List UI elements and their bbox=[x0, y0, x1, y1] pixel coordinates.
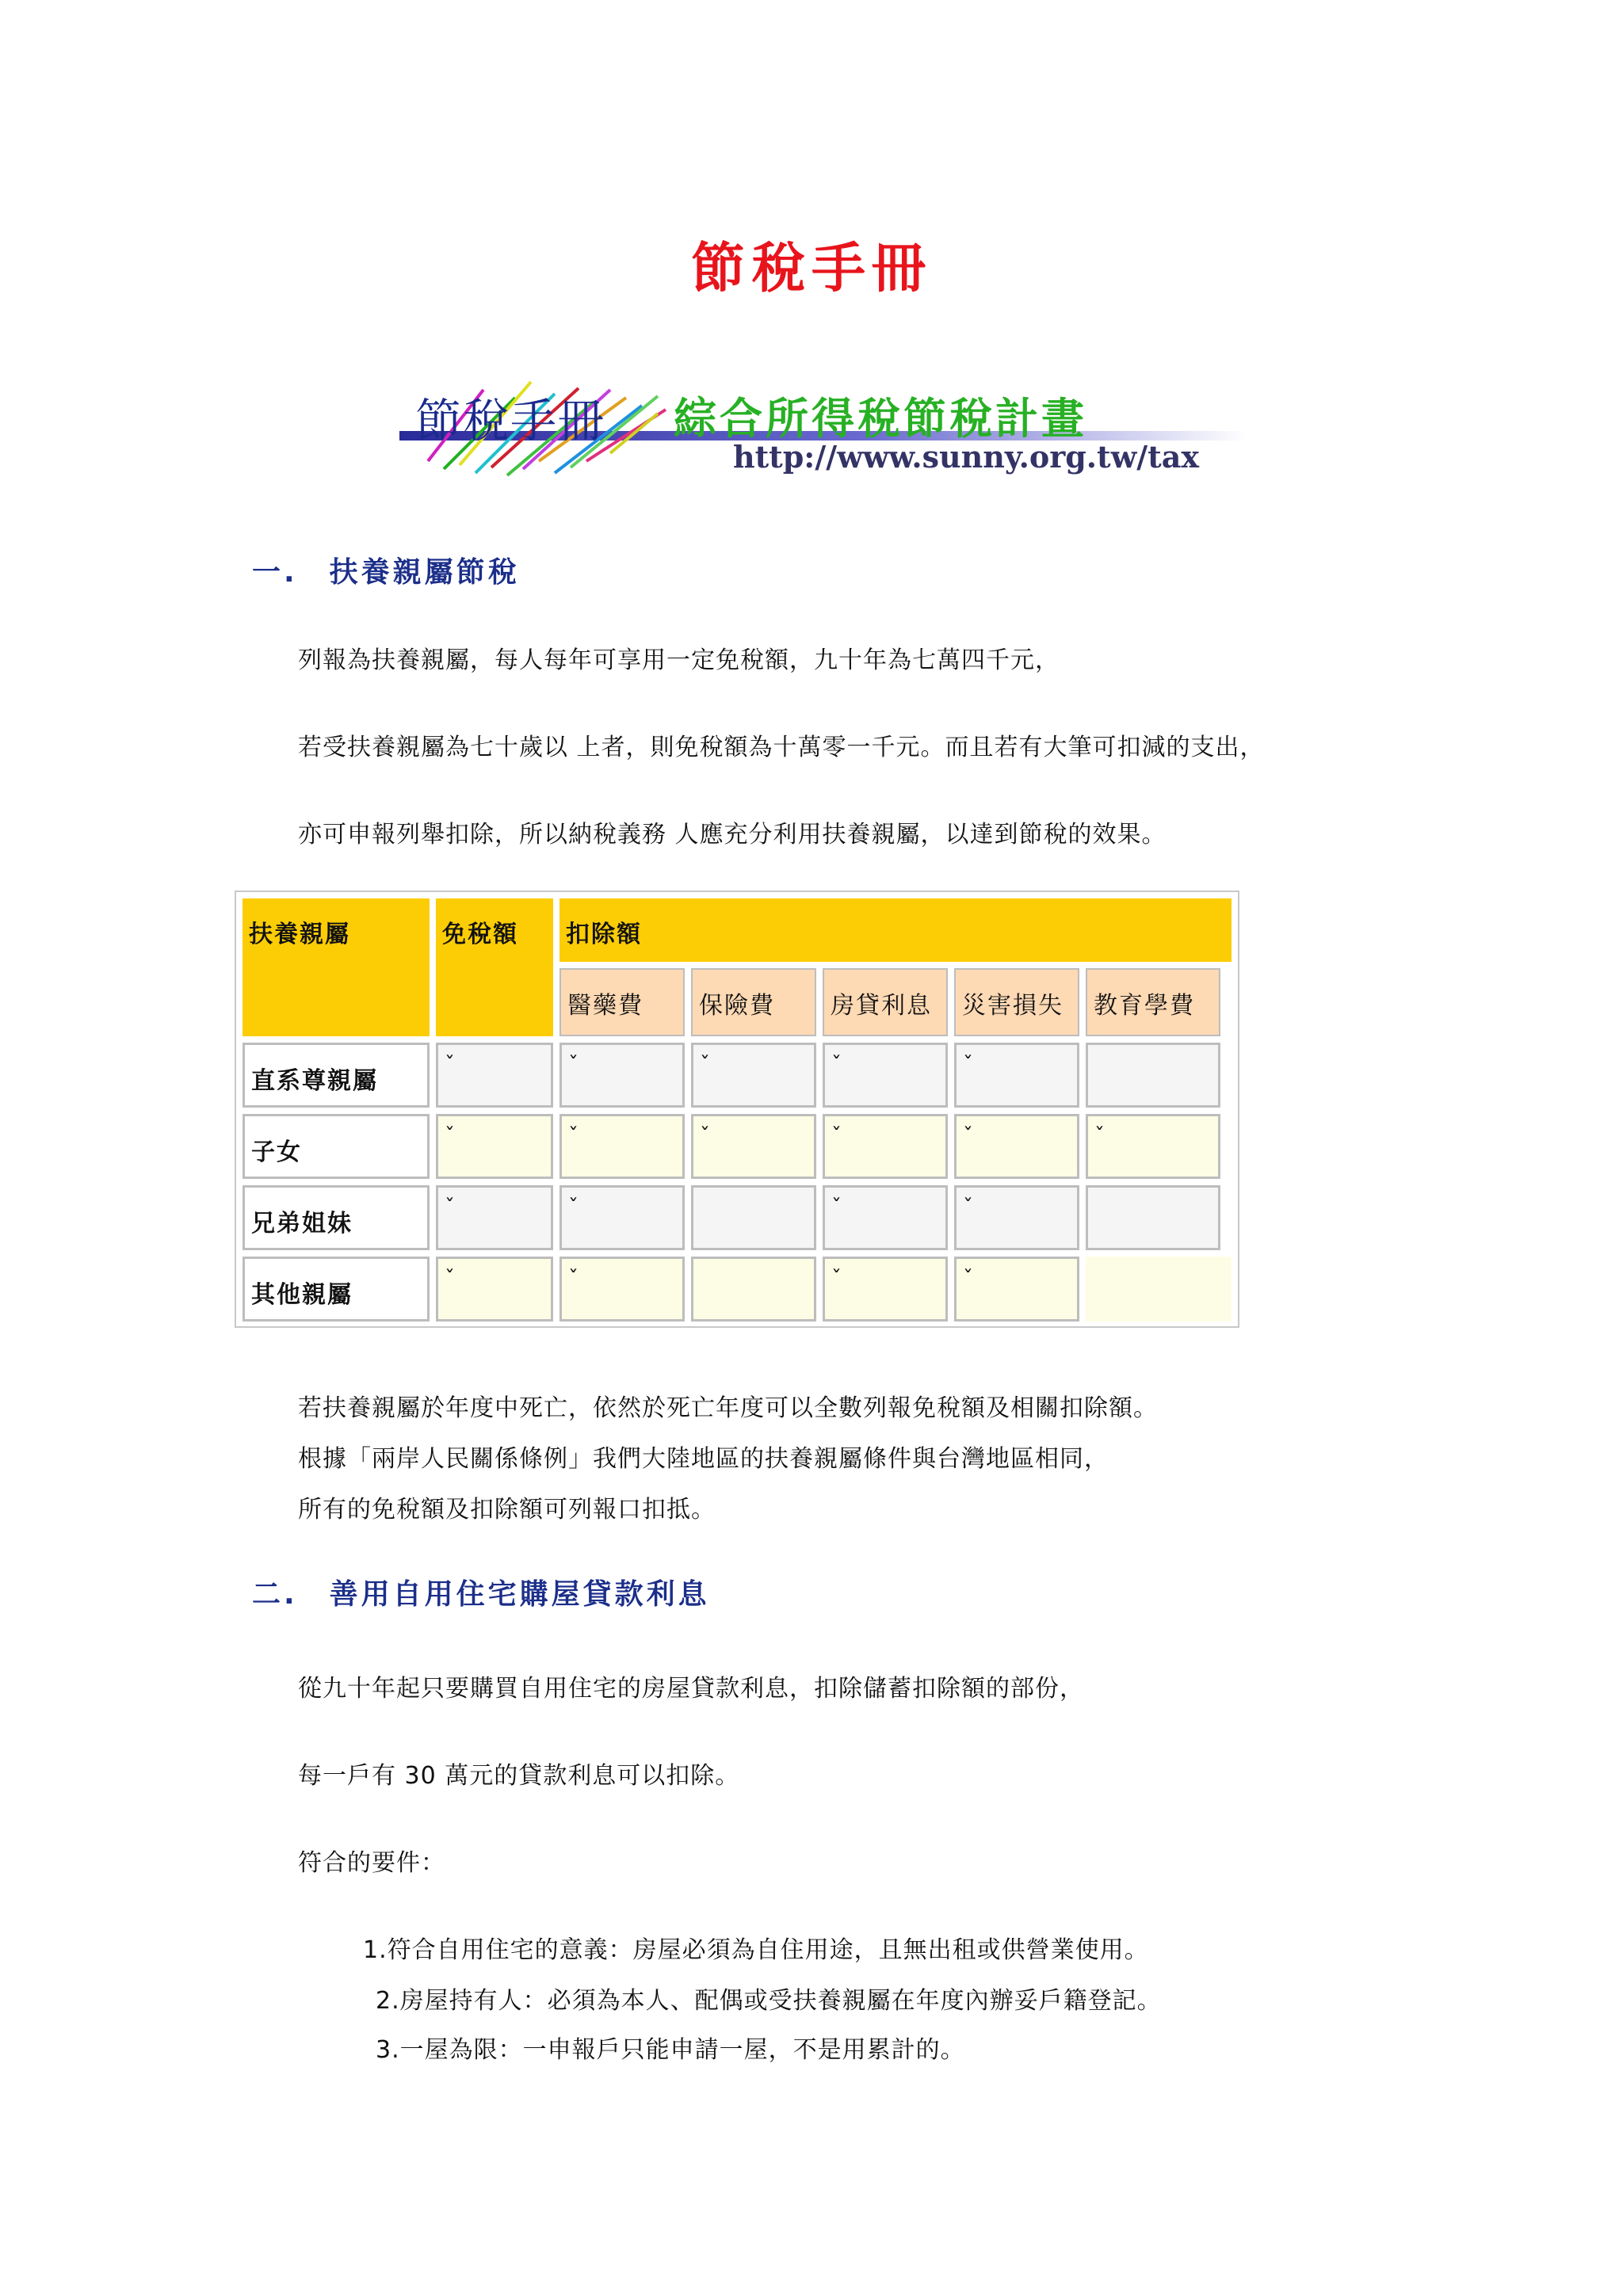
table-cell-mark bbox=[1086, 1043, 1220, 1108]
table-cell-mark: ˇ bbox=[436, 1257, 553, 1322]
table-row-label: 其他親屬 bbox=[242, 1257, 430, 1322]
section1-heading: 一. 扶養親屬節稅 bbox=[252, 556, 520, 589]
table-cell-mark: ˇ bbox=[954, 1185, 1079, 1250]
dependents-table bbox=[235, 891, 1239, 1328]
table-cell-mark: ˇ bbox=[823, 1185, 948, 1250]
section1-para-1: 列報為扶養親屬，每人每年可享用一定免稅額，九十年為七萬四千元， bbox=[298, 646, 1060, 674]
section2-heading: 二. 善用自用住宅購屋貸款利息 bbox=[252, 1578, 710, 1611]
table-cell-mark: ˇ bbox=[559, 1185, 685, 1250]
table-head-deduction: 扣除額 bbox=[559, 898, 1232, 962]
section2-item-2: 2.房屋持有人：必須為本人、配偶或受扶養親屬在年度內辦妥戶籍登記。 bbox=[376, 1987, 1162, 2015]
table-cell-mark: ˇ bbox=[954, 1114, 1079, 1179]
table-subhead-education: 教育學費 bbox=[1086, 968, 1220, 1036]
table-cell-mark: ˇ bbox=[823, 1043, 948, 1108]
table-cell-mark: ˇ bbox=[1086, 1114, 1220, 1179]
section2-para-2: 每一戶有 30 萬元的貸款利息可以扣除。 bbox=[298, 1762, 740, 1790]
table-cell-mark: ˇ bbox=[954, 1257, 1079, 1322]
table-row-label: 直系尊親屬 bbox=[242, 1043, 430, 1108]
page-title: 節稅手冊 bbox=[690, 238, 932, 300]
banner-url: http://www.sunny.org.tw/tax bbox=[733, 439, 1199, 475]
section2-item-3: 3.一屋為限：一申報戶只能申請一屋，不是用累計的。 bbox=[376, 2036, 965, 2064]
banner-image bbox=[396, 366, 1252, 485]
table-cell-mark: ˇ bbox=[436, 1185, 553, 1250]
table-cell-mark bbox=[691, 1257, 816, 1322]
section1-after-1: 若扶養親屬於年度中死亡，依然於死亡年度可以全數列報免稅額及相關扣除額。 bbox=[298, 1394, 1158, 1422]
table-cell-mark bbox=[1086, 1185, 1220, 1250]
table-row-label: 子女 bbox=[242, 1114, 430, 1179]
table-cell-mark: ˇ bbox=[559, 1257, 685, 1322]
table-subhead-medical: 醫藥費 bbox=[559, 968, 685, 1036]
table-cell-mark bbox=[691, 1185, 816, 1250]
section1-after-2: 根據「兩岸人民關係條例」我們大陸地區的扶養親屬條件與台灣地區相同， bbox=[298, 1445, 1109, 1473]
table-head-dependent: 扶養親屬 bbox=[242, 898, 430, 1036]
table-cell-mark: ˇ bbox=[436, 1114, 553, 1179]
table-row-label: 兄弟姐妹 bbox=[242, 1185, 430, 1250]
section1-para-2: 若受扶養親屬為七十歲以 上者，則免稅額為十萬零一千元。而且若有大筆可扣減的支出， bbox=[298, 734, 1265, 761]
banner-left-text: 節稅手冊 bbox=[415, 394, 606, 448]
banner-right-text: 綜合所得稅節稅計畫 bbox=[674, 393, 1087, 444]
table-cell-mark: ˇ bbox=[691, 1043, 816, 1108]
table-head-exemption: 免稅額 bbox=[436, 898, 553, 1036]
table-cell-mark: ˇ bbox=[559, 1114, 685, 1179]
section1-para-3: 亦可申報列舉扣除，所以納稅義務 人應充分利用扶養親屬，以達到節稅的效果。 bbox=[298, 821, 1167, 849]
section2-para-3: 符合的要件： bbox=[298, 1849, 445, 1877]
section2-para-1: 從九十年起只要購買自用住宅的房屋貸款利息，扣除儲蓄扣除額的部份， bbox=[298, 1675, 1084, 1703]
table-subhead-mortgage: 房貸利息 bbox=[823, 968, 948, 1036]
section2-item-1: 1.符合自用住宅的意義：房屋必須為自住用途，且無出租或供營業使用。 bbox=[363, 1936, 1149, 1964]
table-cell-mark: ˇ bbox=[559, 1043, 685, 1108]
section1-after-3: 所有的免稅額及扣除額可列報口扣抵。 bbox=[298, 1496, 716, 1524]
table-cell-mark: ˇ bbox=[691, 1114, 816, 1179]
table-cell-mark: ˇ bbox=[954, 1043, 1079, 1108]
table-cell-mark: ˇ bbox=[823, 1114, 948, 1179]
table-cell-mark bbox=[1086, 1257, 1232, 1322]
table-cell-mark: ˇ bbox=[436, 1043, 553, 1108]
table-subhead-disaster: 災害損失 bbox=[954, 968, 1079, 1036]
table-subhead-insurance: 保險費 bbox=[691, 968, 816, 1036]
table-cell-mark: ˇ bbox=[823, 1257, 948, 1322]
